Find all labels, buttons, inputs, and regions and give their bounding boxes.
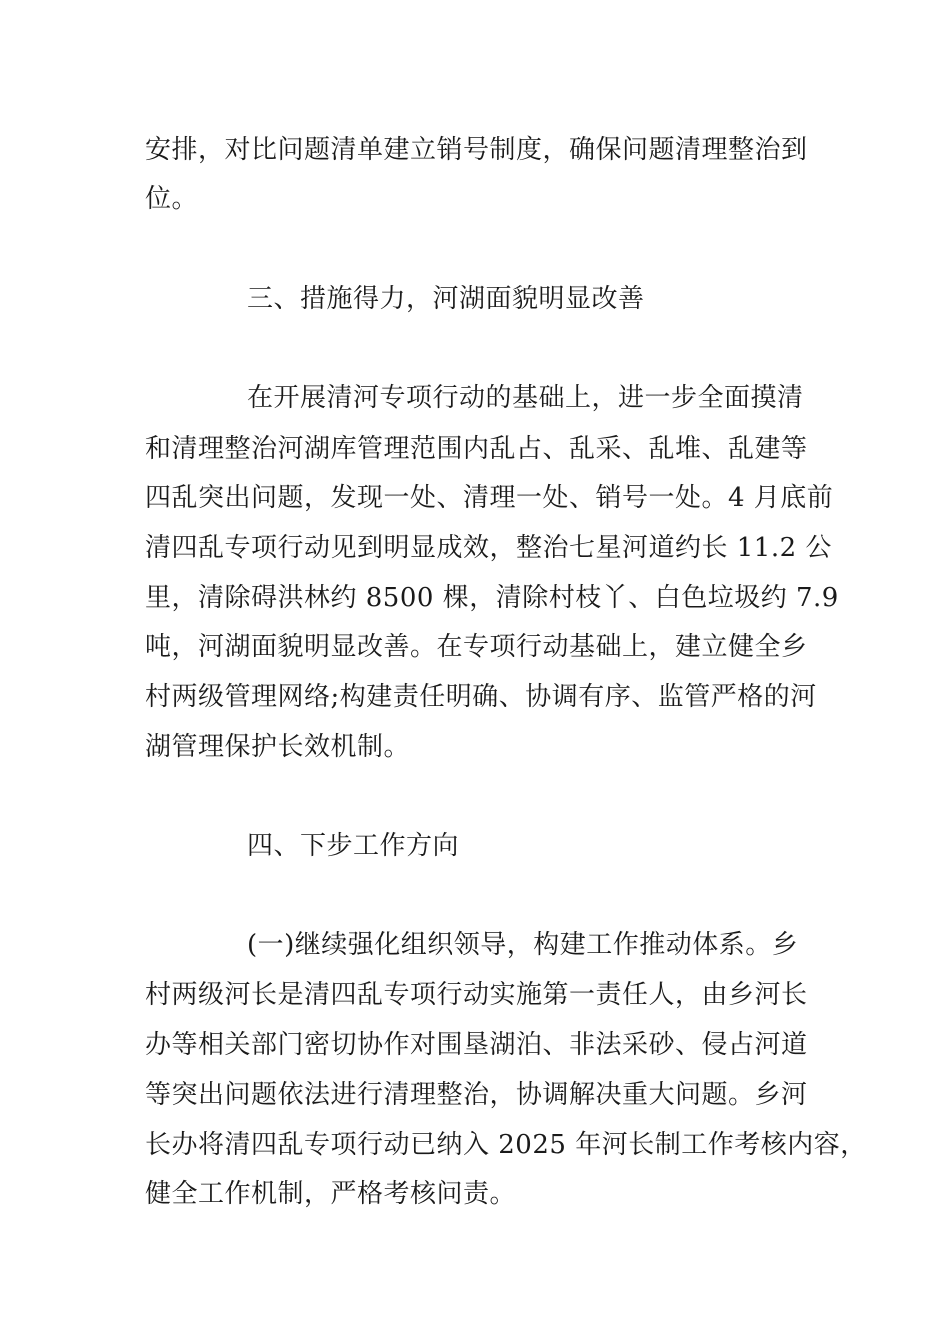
paragraph-3-line-5: 长办将清四乱专项行动已纳入 2025 年河长制工作考核内容， (145, 1130, 867, 1160)
paragraph-2-line-7: 村两级管理网络;构建责任明确、协调有序、监管严格的河 (145, 682, 817, 712)
paragraph-2-line-6: 吨，河湖面貌明显改善。在专项行动基础上，建立健全乡 (145, 632, 808, 662)
paragraph-1-line-1: 安排，对比问题清单建立销号制度，确保问题清理整治到 (145, 135, 808, 165)
paragraph-2-line-8: 湖管理保护长效机制。 (145, 732, 411, 762)
paragraph-3-line-2: 村两级河长是清四乱专项行动实施第一责任人，由乡河长 (145, 980, 808, 1010)
paragraph-2-line-5: 里，清除碍洪林约 8500 棵，清除村枝丫、白色垃圾约 7.9 (145, 583, 839, 613)
paragraph-3-line-6: 健全工作机制，严格考核问责。 (145, 1179, 517, 1209)
paragraph-3-line-3: 办等相关部门密切协作对围垦湖泊、非法采砂、侵占河道 (145, 1030, 808, 1060)
paragraph-3-line-1: (一)继续强化组织领导，构建工作推动体系。乡 (247, 930, 799, 960)
section-heading-4: 四、下步工作方向 (247, 831, 460, 861)
paragraph-2-line-1: 在开展清河专项行动的基础上，进一步全面摸清 (247, 383, 804, 413)
paragraph-2-line-4: 清四乱专项行动见到明显成效，整治七星河道约长 11.2 公 (145, 533, 832, 563)
paragraph-3-line-4: 等突出问题依法进行清理整治，协调解决重大问题。乡河 (145, 1080, 808, 1110)
paragraph-2-line-2: 和清理整治河湖库管理范围内乱占、乱采、乱堆、乱建等 (145, 434, 808, 464)
paragraph-1-line-2: 位。 (145, 184, 199, 214)
section-heading-3: 三、措施得力，河湖面貌明显改善 (247, 284, 645, 314)
paragraph-2-line-3: 四乱突出问题，发现一处、清理一处、销号一处。4 月底前 (145, 483, 834, 513)
